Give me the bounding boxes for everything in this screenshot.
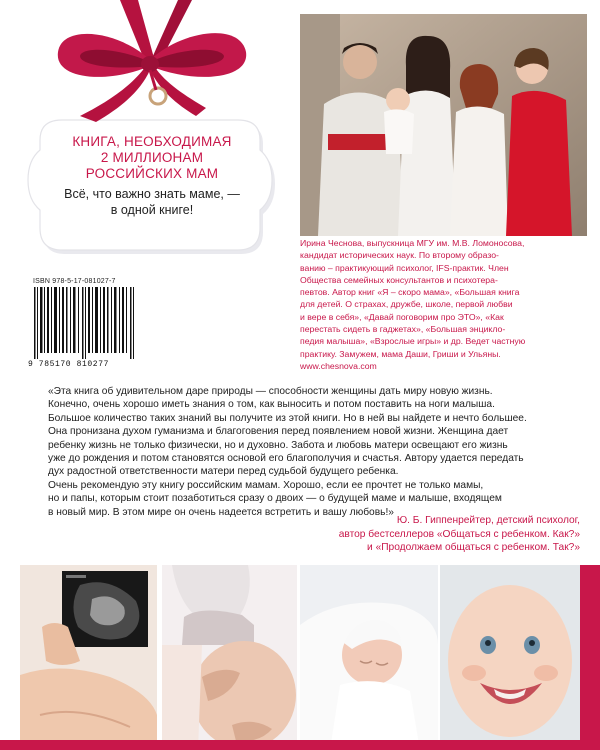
quote-line: Она пронизана духом гуманизма и благоговения перед появлением новой жизни. Женщина дает [48,426,509,438]
author-bio-line: певтов. Автор книг «Я – скоро мама», «Большая книга [300,287,520,298]
promo-title-line: КНИГА, НЕОБХОДИМАЯ [72,134,232,149]
photo-strip [0,565,600,750]
quote-line: уже до рождения и потом становятся основой его благополучия и счастья. Автору удается передать [48,453,524,465]
ribbon-label [0,0,300,300]
accent-stripe-right [580,565,600,750]
attribution-line: автор бестселлеров «Общаться с ребенком. Как?» [338,528,580,540]
quote-line: Конечно, очень хорошо иметь знания о том, как выносить и потом поставить на ноги малыша. [48,399,495,411]
quote-line: в новый мир. В этом мире он очень надеется встретить и вашу любовь!» [48,506,394,518]
ultrasound-photo [20,565,157,750]
smiling-baby-photo [440,565,580,750]
author-bio-line: перестать сидеть в гаджетах», «Большая энцикло- [300,324,506,335]
barcode-icon [26,285,146,369]
author-bio-line: и вере в себя», «Давай поговорим про ЭТО», «Как [300,311,504,322]
pregnant-belly-photo [162,565,297,750]
quote-attribution [270,514,580,555]
author-bio-line: Общества семейных консультантов и психотера- [300,274,498,285]
quote-line: дух радостной ответственности матери перед судьбой будущего ребенка. [48,466,399,478]
quote-line: Очень рекомендую эту книгу российским мамам. Хорошо, если ее прочтет не только мамы, [48,479,484,491]
accent-stripe-bottom [0,740,600,750]
family-photo [300,14,587,236]
family-photo-image [300,14,587,236]
promo-title [54,134,250,182]
promo-subtitle [56,186,248,218]
promo-title-line: 2 МИЛЛИОНАМ [100,150,204,165]
barcode-digits: 9 785170 810277 [28,360,110,369]
author-bio [300,237,592,372]
promo-subtitle-line: Всё, что важно знать маме, — [64,187,240,201]
attribution-line: Ю. Б. Гиппенрейтер, детский психолог, [396,515,580,526]
quote-line: ребенку жизнь не только физически, но и духовно. Забота и любовь матери освещают его жизнь [48,439,508,451]
author-bio-line: ванию – практикующий психолог, IFS-практик. Член [300,262,509,273]
author-bio-line: кандидат исторических наук. По второму образо- [300,250,499,261]
author-website[interactable]: www.chesnova.com [300,360,377,371]
quote-line: «Эта книга об удивительном даре природы — способности женщины дать миру новую жизнь. [48,386,493,397]
author-bio-line: практику. Замужем, мама Даши, Гриши и Ульяны. [300,348,501,359]
author-bio-line: Ирина Чеснова, выпускница МГУ им. М.В. Ломоносова, [300,238,525,248]
quote [48,385,578,519]
attribution-line: и «Продолжаем общаться с ребенком. Так?» [367,542,580,554]
promo-subtitle-line: в одной книге! [110,203,194,217]
isbn-label: ISBN 978-5-17-081027-7 [33,278,116,285]
promo-title-line: РОССИЙСКИХ МАМ [85,166,219,181]
quote-line: Большое количество таких знаний вы получите из этой книги. Но в ней вы найдете и нечто большее. [48,412,527,424]
author-bio-line: для детей. О страхах, дружбе, школе, первой любви [300,299,513,310]
author-bio-line: педия малыша», «Взрослые игры» и др. Ведет частную [300,336,526,347]
newborn-photo [300,565,438,750]
quote-line: но и папы, которым стоит позаботиться сразу о двоих — о будущей маме и малыше, входящем [48,493,502,505]
